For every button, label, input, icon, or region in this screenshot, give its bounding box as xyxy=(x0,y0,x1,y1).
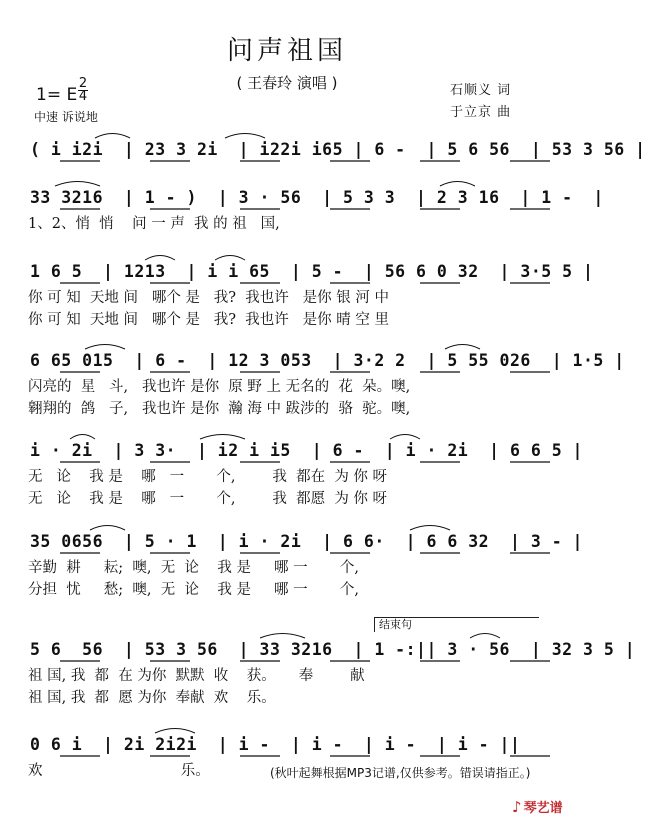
notation-line: i · 2i | 3 3· | i2 i i5 | 6 - | i · 2i | 6 6 5 | xyxy=(30,441,583,460)
notation-line: 33 3216 | 1 - ) | 3 · 56 | 5 3 3 | 2 3 16 | 1 - | xyxy=(30,188,604,207)
music-note-logo-icon: ♪ xyxy=(512,798,522,816)
song-title: 问声祖国 xyxy=(226,36,347,66)
slur-arc xyxy=(470,634,500,639)
lyricist-credit: 石顺义 词 xyxy=(450,83,512,98)
key-signature: 1= E xyxy=(36,85,78,105)
time-signature-bottom: 4 xyxy=(78,89,88,104)
lyric-line: 分担 忧 愁; 噢, 无 论 我 是 哪 一 个, xyxy=(28,582,359,598)
lyric-line: 祖 国, 我 都 愿 为你 奉献 欢 乐。 xyxy=(28,690,276,706)
transcription-note: (秋叶起舞根据MP3记谱,仅供参考。错误请指正。) xyxy=(270,766,531,780)
lyric-line: 欢 乐。 xyxy=(28,763,210,779)
slur-arc xyxy=(440,182,475,187)
lyric-line: 你 可 知 天地 间 哪个 是 我? 我也许 是你 银 河 中 xyxy=(28,290,389,306)
slur-arc xyxy=(445,345,480,350)
tempo-marking: 中速 诉说地 xyxy=(34,110,98,124)
slur-arc xyxy=(155,729,195,734)
slur-arc xyxy=(70,435,95,440)
notation-line: 1 6 5 | 1213 | i i 65 | 5 - | 56 6 0 32 | 3·5 5 | xyxy=(30,262,594,281)
slur-arc xyxy=(145,256,175,261)
lyric-line: 无 论 我 是 哪 一 个, 我 都愿 为 你 呀 xyxy=(28,491,388,507)
lyric-line: 你 可 知 天地 间 哪个 是 我? 我也许 是你 晴 空 里 xyxy=(28,312,389,328)
lyric-line: 辛勤 耕 耘; 噢, 无 论 我 是 哪 一 个, xyxy=(28,560,359,576)
time-signature-top: 2 xyxy=(78,76,88,91)
slur-arc xyxy=(225,134,265,139)
composer-credit: 于立京 曲 xyxy=(450,105,512,120)
slur-arc xyxy=(85,345,125,350)
slur-arc xyxy=(55,182,100,187)
slur-arc xyxy=(390,435,420,440)
lyric-line: 1、2、悄 悄 问 一 声 我 的 祖 国, xyxy=(28,216,280,232)
notation-line: 6 65 015 | 6 - | 12 3 053 | 3·2 2 | 5 55 026 | 1·5 | xyxy=(30,351,625,370)
performer-credit: ( 王春玲 演唱 ) xyxy=(236,74,338,92)
slur-arc xyxy=(410,526,450,531)
notation-line: 0 6 i | 2i 2i2i | i - | i - | i - | i - || xyxy=(30,735,521,754)
notation-line: 5 6 56 | 53 3 56 | 33 3216 | 1 -:|| 3 · 56 | 32 3 5 | xyxy=(30,640,636,659)
slur-arc xyxy=(200,435,245,440)
notation-line: 35 0656 | 5 · 1 | i · 2i | 6 6· | 6 6 32 | 3 - | xyxy=(30,532,583,551)
slur-arc xyxy=(215,256,245,261)
lyric-line: 闪亮的 星 斗, 我也许 是你 原 野 上 无名的 花 朵。噢, xyxy=(28,379,411,395)
coda-label: 结束句 xyxy=(374,617,539,632)
lyric-line: 无 论 我 是 哪 一 个, 我 都在 为 你 呀 xyxy=(28,469,388,485)
slur-arc xyxy=(260,634,305,639)
slur-arc xyxy=(90,526,125,531)
slur-arc xyxy=(95,134,130,139)
lyric-line: 翱翔的 鸽 子, 我也许 是你 瀚 海 中 跋涉的 骆 驼。噢, xyxy=(28,401,411,417)
notation-line: ( i i2i | 23 3 2i | i22i i65 | 6 - | 5 6 56 | 53 3 56 | xyxy=(30,140,646,159)
lyric-line: 祖 国, 我 都 在 为你 默默 收 获。 奉 献 xyxy=(28,668,365,684)
watermark-brand: 琴艺谱 xyxy=(523,801,563,816)
